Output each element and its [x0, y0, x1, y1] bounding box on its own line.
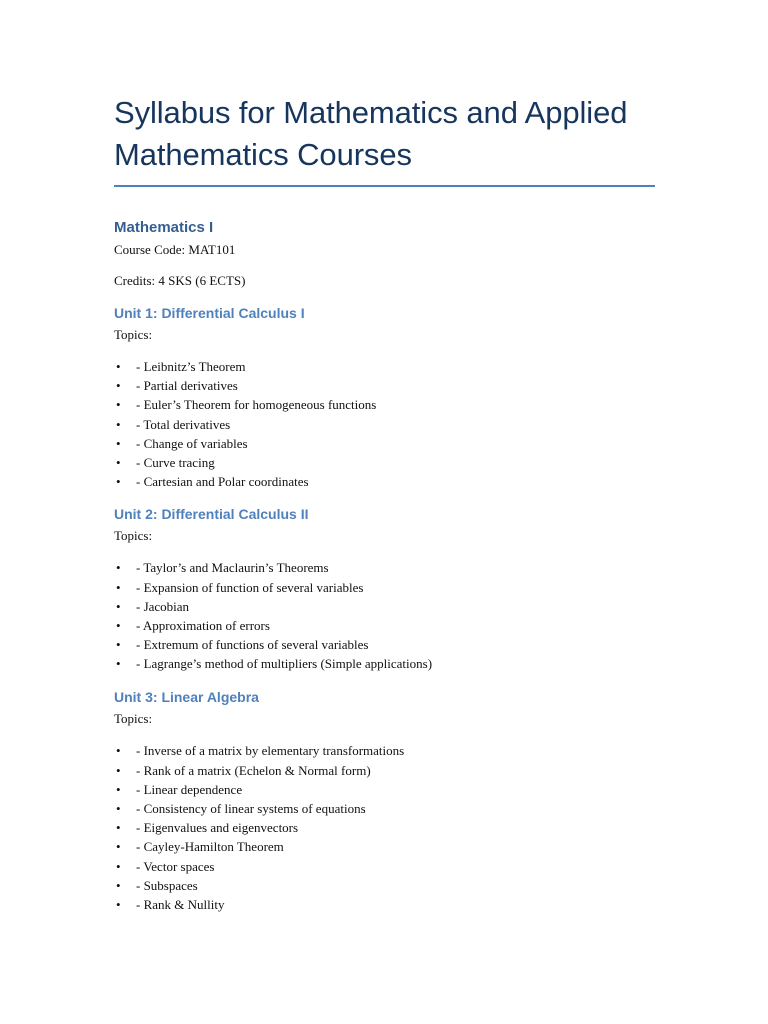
- topic-text: - Subspaces: [136, 877, 198, 893]
- title-underline-rule: [114, 185, 655, 187]
- unit-section-2: [114, 504, 768, 673]
- topic-text: - Euler’s Theorem for homogeneous functions: [136, 397, 377, 413]
- list-item: [114, 654, 768, 673]
- bullet-icon: •: [116, 743, 121, 759]
- list-item: [114, 376, 768, 395]
- list-item: [114, 837, 768, 856]
- bullet-icon: •: [116, 896, 121, 912]
- topic-text: - Cartesian and Polar coordinates: [136, 474, 309, 490]
- bullet-icon: •: [116, 877, 121, 893]
- list-item: [114, 741, 768, 760]
- topic-text: - Total derivatives: [136, 416, 231, 432]
- bullet-icon: •: [116, 617, 121, 633]
- bullet-icon: •: [116, 820, 121, 836]
- topic-text: - Curve tracing: [136, 454, 215, 470]
- topic-list: [114, 357, 768, 491]
- topic-text: - Change of variables: [136, 435, 248, 451]
- topic-text: - Cayley-Hamilton Theorem: [136, 839, 284, 855]
- bullet-icon: •: [116, 801, 121, 816]
- topic-text: - Taylor’s and Maclaurin’s Theorems: [136, 560, 329, 576]
- bullet-icon: •: [116, 359, 121, 374]
- list-item: [114, 395, 768, 414]
- list-item: [114, 357, 768, 376]
- topic-list: [114, 741, 768, 914]
- list-item: [114, 761, 768, 780]
- list-item: [114, 453, 768, 472]
- bullet-icon: •: [116, 839, 121, 855]
- unit-section-3: [114, 687, 768, 914]
- topic-list: [114, 558, 768, 673]
- topic-text: - Approximation of errors: [136, 617, 270, 633]
- unit-heading: Unit 3: Linear Algebra: [114, 689, 259, 706]
- list-item: [114, 818, 768, 837]
- list-item: [114, 434, 768, 453]
- list-item: [114, 472, 768, 491]
- bullet-icon: •: [116, 435, 121, 451]
- unit-section-1: [114, 303, 768, 491]
- topic-text: - Lagrange’s method of multipliers (Simple applications): [136, 656, 433, 672]
- list-item: [114, 857, 768, 876]
- bullet-icon: •: [116, 474, 121, 490]
- document-title: Syllabus for Mathematics and Applied Mathematics Courses: [114, 95, 628, 172]
- list-item: [114, 597, 768, 616]
- course-heading: Mathematics I: [114, 219, 214, 236]
- bullet-icon: •: [116, 781, 121, 797]
- topic-text: - Expansion of function of several variables: [136, 579, 364, 595]
- topic-text: - Rank & Nullity: [136, 896, 225, 912]
- topic-text: - Leibnitz’s Theorem: [136, 359, 246, 374]
- list-item: [114, 780, 768, 799]
- bullet-icon: •: [116, 397, 121, 413]
- topic-text: - Extremum of functions of several variables: [136, 637, 369, 653]
- bullet-icon: •: [116, 560, 121, 576]
- list-item: [114, 876, 768, 895]
- topics-label: Topics:: [114, 327, 153, 342]
- topic-text: - Partial derivatives: [136, 378, 238, 394]
- bullet-icon: •: [116, 762, 121, 778]
- topic-text: - Vector spaces: [136, 858, 215, 874]
- topics-label: Topics:: [114, 528, 153, 544]
- bullet-icon: •: [116, 637, 121, 653]
- topics-label: Topics:: [114, 711, 153, 727]
- bullet-icon: •: [116, 378, 121, 394]
- bullet-icon: •: [116, 656, 121, 672]
- bullet-icon: •: [116, 858, 121, 874]
- list-item: [114, 635, 768, 654]
- unit-heading: Unit 1: Differential Calculus I: [114, 305, 305, 321]
- topic-text: - Jacobian: [136, 598, 190, 614]
- list-item: [114, 895, 768, 914]
- topic-text: - Eigenvalues and eigenvectors: [136, 820, 299, 836]
- bullet-icon: •: [116, 579, 121, 595]
- course-code: Course Code: MAT101: [114, 242, 236, 257]
- list-item: [114, 616, 768, 635]
- list-item: [114, 578, 768, 597]
- bullet-icon: •: [116, 454, 121, 470]
- unit-heading: Unit 2: Differential Calculus II: [114, 506, 309, 523]
- course-credits: Credits: 4 SKS (6 ECTS): [114, 273, 246, 288]
- list-item: [114, 558, 768, 577]
- list-item: [114, 799, 768, 818]
- bullet-icon: •: [116, 598, 121, 614]
- list-item: [114, 415, 768, 434]
- topic-text: - Inverse of a matrix by elementary transformations: [136, 743, 405, 759]
- topic-text: - Consistency of linear systems of equations: [136, 801, 366, 816]
- topic-text: - Rank of a matrix (Echelon & Normal form): [136, 762, 371, 778]
- bullet-icon: •: [116, 416, 121, 432]
- topic-text: - Linear dependence: [136, 781, 243, 797]
